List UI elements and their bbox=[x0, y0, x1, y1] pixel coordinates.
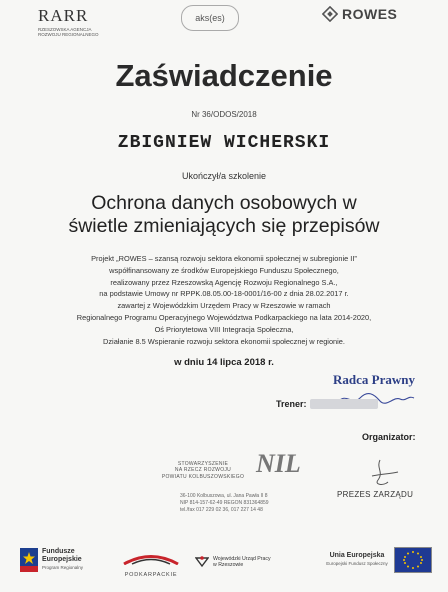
wup-emblem-icon bbox=[195, 555, 209, 569]
wup-logo bbox=[195, 555, 271, 569]
rarr-logo-text: RARR bbox=[38, 6, 89, 25]
wup-line-1: Wojewódzki Urząd Pracy bbox=[213, 555, 271, 562]
issue-date: w dniu 14 lipca 2018 r. bbox=[174, 357, 274, 368]
description-line: realizowany przez Rzeszowską Agencję Rozwoju Regionalnego S.A., bbox=[110, 277, 338, 287]
course-title bbox=[0, 192, 448, 238]
rarr-logo-subtitle: RZESZOWSKA AGENCJA ROZWOJU REGIONALNEGO bbox=[38, 27, 99, 37]
project-description bbox=[0, 253, 448, 347]
organizer-signature bbox=[350, 458, 410, 488]
description-line: zawartej z Wojewódzkim Urzędem Pracy w Rzeszowie w ramach bbox=[117, 301, 331, 311]
course-title-line-1: Ochrona danych osobowych w bbox=[91, 192, 357, 214]
certificate-title: Zaświadczenie bbox=[115, 58, 333, 93]
description-line: Regionalnego Programu Operacyjnego Województwa Podkarpackiego na lata 2014-2020, bbox=[76, 312, 372, 322]
participant-name: ZBIGNIEW WICHERSKI bbox=[117, 133, 331, 153]
rarr-logo bbox=[38, 6, 108, 37]
description-line: Projekt „ROWES – szansą rozwoju sektora ekonomii społecznej w subregionie II” bbox=[91, 254, 357, 263]
address-line: NIP 814-157-62-49 REGON 831364859 bbox=[180, 500, 269, 506]
stamp-line: POWIATU KOLBUSZOWSKIEGO bbox=[161, 473, 245, 480]
wup-line-2: w Rzeszowie bbox=[213, 562, 244, 568]
stamp-line: NA RZECZ ROZWOJU bbox=[174, 467, 232, 474]
prezes-zarzadu-label: PREZES ZARZĄDU bbox=[337, 490, 414, 499]
rowes-diamond-icon bbox=[322, 6, 338, 22]
redacted-trainer-name bbox=[310, 399, 378, 409]
rowes-logo-text: ROWES bbox=[342, 6, 398, 22]
description-line: na podstawie Umowy nr RPPK.08.05.00-18-0001/16-00 z dnia 28.02.2017 r. bbox=[99, 289, 349, 299]
fe-line-1: Fundusze bbox=[42, 548, 75, 555]
podkarpackie-logo bbox=[118, 552, 184, 578]
nil-logo: NIL bbox=[256, 449, 301, 478]
course-title-line-2: świetle zmieniających się przepisów bbox=[68, 215, 380, 237]
description-line: Działanie 8.5 Wspieranie rozwoju sektora ekonomii społecznej w regionie. bbox=[103, 336, 345, 346]
podkarpackie-text: PODKARPACKIE bbox=[124, 572, 178, 578]
organizer-address bbox=[180, 493, 310, 514]
eu-flag-icon bbox=[394, 547, 432, 573]
description-line: współfinansowany ze środków Europejskiego Funduszu Społecznego, bbox=[109, 265, 339, 275]
radca-prawny-stamp: Radca Prawny bbox=[333, 372, 415, 387]
podkarpackie-arc-icon bbox=[122, 553, 180, 565]
ue-title: Unia Europejska bbox=[329, 552, 385, 559]
certificate-number: Nr 36/ODOS/2018 bbox=[191, 110, 257, 119]
rowes-logo bbox=[322, 6, 397, 22]
akses-logo bbox=[181, 5, 239, 31]
address-line: 36-100 Kolbuszowa, ul. Jana Pawła II 8 bbox=[180, 493, 268, 499]
stamp-line: STOWARZYSZENIE bbox=[177, 461, 229, 467]
fe-line-2: Europejskie bbox=[42, 556, 82, 563]
fe-subtitle: Program Regionalny bbox=[42, 565, 84, 570]
akses-logo-text: aks(es) bbox=[195, 13, 225, 23]
unia-europejska-logo bbox=[320, 552, 394, 566]
organizer-label: Organizator: bbox=[362, 432, 416, 442]
completed-label: Ukończył/a szkolenie bbox=[181, 171, 267, 181]
fe-star-icon bbox=[20, 548, 38, 572]
trainer-label: Trener: bbox=[276, 399, 307, 409]
address-line: tel./fax 017 229 02 36, 017 227 14 48 bbox=[180, 507, 263, 513]
description-line: Oś Priorytetowa VIII Integracja Społeczna, bbox=[154, 324, 294, 334]
organizer-stamp bbox=[152, 449, 308, 513]
ue-subtitle: Europejski Fundusz Społeczny bbox=[326, 561, 388, 566]
fundusze-europejskie-logo bbox=[20, 548, 83, 572]
